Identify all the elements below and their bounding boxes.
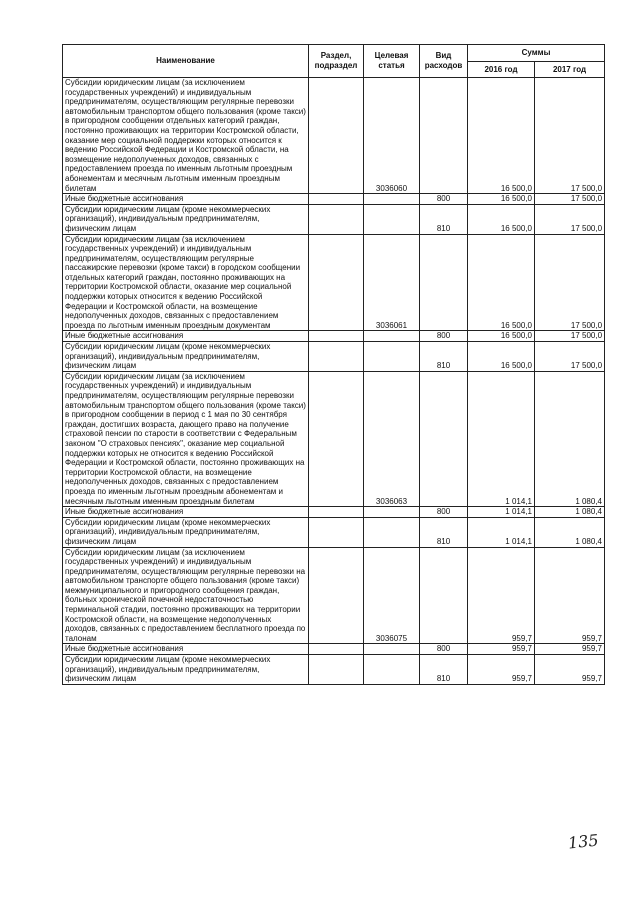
kind-cell — [420, 234, 468, 331]
target-cell — [364, 342, 420, 372]
amount-2016-cell: 1 014,1 — [468, 507, 535, 518]
page-number: 135 — [567, 830, 600, 853]
amount-2017-cell: 17 500,0 — [535, 194, 605, 205]
amount-2016-cell: 16 500,0 — [468, 331, 535, 342]
section-cell — [309, 342, 364, 372]
kind-cell: 800 — [420, 507, 468, 518]
table-row — [63, 234, 605, 331]
section-cell — [309, 78, 364, 194]
table-row — [63, 547, 605, 644]
amount-2016-cell: 959,7 — [468, 655, 535, 685]
section-cell — [309, 655, 364, 685]
amount-2017-cell: 17 500,0 — [535, 234, 605, 331]
table-row — [63, 655, 605, 685]
table-row — [63, 194, 605, 205]
amount-2016-cell: 959,7 — [468, 547, 535, 644]
section-cell — [309, 517, 364, 547]
kind-cell — [420, 547, 468, 644]
target-cell — [364, 194, 420, 205]
kind-cell — [420, 78, 468, 194]
table-row — [63, 78, 605, 194]
header-sums: Суммы — [468, 45, 605, 62]
table-row — [63, 371, 605, 506]
kind-cell: 810 — [420, 517, 468, 547]
name-cell: Субсидии юридическим лицам (кроме некоммерческих организаций), индивидуальным предпринимателям, физическим лицам — [63, 204, 309, 234]
amount-2017-cell: 959,7 — [535, 547, 605, 644]
table-row — [63, 507, 605, 518]
target-cell: 3036075 — [364, 547, 420, 644]
amount-2017-cell: 1 080,4 — [535, 517, 605, 547]
amount-2016-cell: 16 500,0 — [468, 194, 535, 205]
table-header — [63, 45, 605, 78]
header-year-2016: 2016 год — [468, 62, 535, 78]
amount-2017-cell: 959,7 — [535, 655, 605, 685]
header-year-2017: 2017 год — [535, 62, 605, 78]
kind-cell: 800 — [420, 194, 468, 205]
section-cell — [309, 331, 364, 342]
target-cell: 3036061 — [364, 234, 420, 331]
amount-2017-cell: 959,7 — [535, 644, 605, 655]
header-kind: Вид расходов — [420, 45, 468, 78]
name-cell: Субсидии юридическим лицам (за исключением государственных учреждений) и индивидуальным предпринимателям, осуществляющим регулярные перевозки автомобильным транспортом общего пользования (кроме такси) в пригородном сообщении отдельных категорий граждан, постоянно проживающих на территории Костромской области, оказание мер социальной поддержки которых относится к ведению Российской Федерации и Костромской области, на возмещение недополученных доходов, связанных с предоставлением проезда по именным льготным проездным абонементам и месячным льготным именным проездным билетам — [63, 78, 309, 194]
name-cell: Субсидии юридическим лицам (за исключением государственных учреждений) и индивидуальным предпринимателям, осуществляющим регулярные перевозки на автомобильном транспорте общего пользования (кроме такси) межмуниципального и пригородного сообщения граждан, больных хронической почечной недостаточностью терминальной стадии, постоянно проживающих на территории Костромской области, на возмещение недополученных доходов, связанных с предоставлением бесплатного проезда по талонам — [63, 547, 309, 644]
amount-2017-cell: 17 500,0 — [535, 78, 605, 194]
table-row — [63, 204, 605, 234]
amount-2017-cell: 17 500,0 — [535, 331, 605, 342]
amount-2017-cell: 1 080,4 — [535, 371, 605, 506]
table-row — [63, 342, 605, 372]
name-cell: Субсидии юридическим лицам (за исключением государственных учреждений) и индивидуальным предпринимателям, осуществляющим регулярные пассажирские перевозки (кроме такси) в городском сообщении отдельных категорий граждан, постоянно проживающих на территории Костромской области, оказание мер социальной поддержки которых относится к ведению Российской Федерации и Костромской области, на возмещение недополученных доходов, связанных с предоставлением проезда по льготным именным проездным документам — [63, 234, 309, 331]
amount-2016-cell: 1 014,1 — [468, 371, 535, 506]
name-cell: Иные бюджетные ассигнования — [63, 507, 309, 518]
section-cell — [309, 507, 364, 518]
kind-cell: 800 — [420, 331, 468, 342]
amount-2016-cell: 16 500,0 — [468, 234, 535, 331]
table-row — [63, 644, 605, 655]
kind-cell: 810 — [420, 204, 468, 234]
amount-2016-cell: 1 014,1 — [468, 517, 535, 547]
kind-cell — [420, 371, 468, 506]
amount-2016-cell: 16 500,0 — [468, 204, 535, 234]
amount-2017-cell: 1 080,4 — [535, 507, 605, 518]
target-cell — [364, 507, 420, 518]
name-cell: Субсидии юридическим лицам (кроме некоммерческих организаций), индивидуальным предпринимателям, физическим лицам — [63, 655, 309, 685]
amount-2016-cell: 16 500,0 — [468, 78, 535, 194]
name-cell: Иные бюджетные ассигнования — [63, 194, 309, 205]
name-cell: Субсидии юридическим лицам (кроме некоммерческих организаций), индивидуальным предпринимателям, физическим лицам — [63, 517, 309, 547]
section-cell — [309, 644, 364, 655]
section-cell — [309, 194, 364, 205]
target-cell: 3036063 — [364, 371, 420, 506]
kind-cell: 800 — [420, 644, 468, 655]
table-row — [63, 517, 605, 547]
amount-2016-cell: 16 500,0 — [468, 342, 535, 372]
name-cell: Иные бюджетные ассигнования — [63, 644, 309, 655]
target-cell — [364, 517, 420, 547]
name-cell: Иные бюджетные ассигнования — [63, 331, 309, 342]
section-cell — [309, 234, 364, 331]
section-cell — [309, 371, 364, 506]
header-section: Раздел, подраздел — [309, 45, 364, 78]
table-body — [63, 78, 605, 685]
target-cell: 3036060 — [364, 78, 420, 194]
header-target: Целевая статья — [364, 45, 420, 78]
target-cell — [364, 204, 420, 234]
budget-table — [62, 44, 605, 685]
amount-2017-cell: 17 500,0 — [535, 342, 605, 372]
section-cell — [309, 547, 364, 644]
section-cell — [309, 204, 364, 234]
target-cell — [364, 655, 420, 685]
name-cell: Субсидии юридическим лицам (за исключением государственных учреждений) и индивидуальным предпринимателям, осуществляющим регулярные перевозки автомобильным транспортом общего пользования (кроме такси) в пригородном сообщении в период с 1 мая по 30 сентября граждан, достигших возраста, дающего право на получение страховой пенсии по старости в соответствии с Федеральным законом "О страховых пенсиях", оказание мер социальной поддержки которых не относится к ведению Российской Федерации и Костромской области, постоянно проживающих на территории Костромской области, на возмещение недополученных доходов, связанных с предоставлением проезда по именным льготным проездным абонементам и месячным льготным именным проездным билетам — [63, 371, 309, 506]
kind-cell: 810 — [420, 342, 468, 372]
kind-cell: 810 — [420, 655, 468, 685]
table-row — [63, 331, 605, 342]
amount-2017-cell: 17 500,0 — [535, 204, 605, 234]
name-cell: Субсидии юридическим лицам (кроме некоммерческих организаций), индивидуальным предпринимателям, физическим лицам — [63, 342, 309, 372]
amount-2016-cell: 959,7 — [468, 644, 535, 655]
target-cell — [364, 644, 420, 655]
header-name: Наименование — [63, 45, 309, 78]
target-cell — [364, 331, 420, 342]
